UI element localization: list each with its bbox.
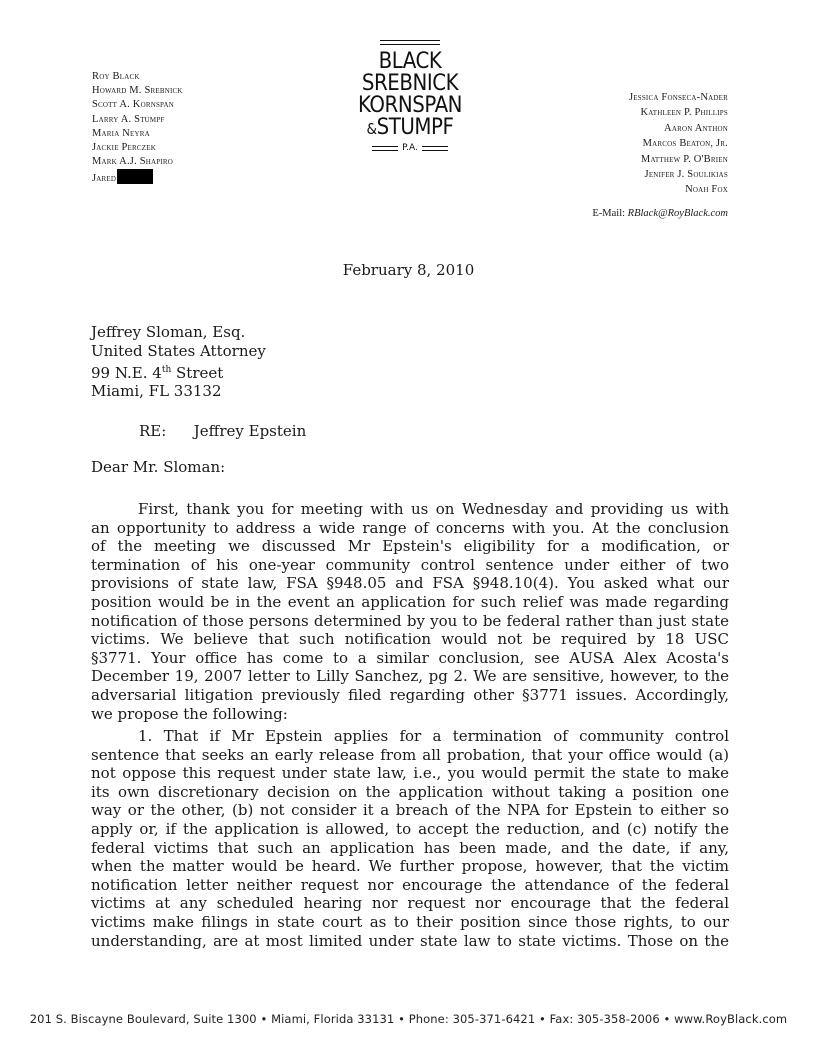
paragraph-line: when the matter would be heard. We further propose, however, that the victim [91, 857, 729, 876]
logo-rule-left [372, 146, 398, 151]
email-line [540, 208, 728, 219]
paragraph-line: not oppose this request under state law, i.e., you would permit the state to make [91, 764, 729, 783]
paragraph-line: First, thank you for meeting with us on Wednesday and providing us with [138, 500, 729, 518]
paragraph-line: of the meeting we discussed Mr Epstein's eligibility for a modification, or [91, 537, 729, 556]
attorney-name: Jared [92, 173, 117, 185]
paragraph-line: understanding, are at most limited under state law to state victims. Those on the [91, 931, 729, 950]
paragraph-line: victims make filings in state court as to their position since those rights, to our [91, 912, 729, 931]
salutation: Dear Mr. Sloman: [91, 458, 226, 476]
attorney-name: Jessica Fonseca-Nader [628, 92, 728, 103]
recipient-name: Jeffrey Sloman, Esq. [91, 323, 246, 341]
paragraph-line: December 19, 2007 letter to Lilly Sanchez, pg 2. We are sensitive, however, to the [91, 667, 729, 686]
attorney-name-redacted-row [92, 169, 312, 186]
attorney-name: Aaron Anthon [664, 122, 728, 134]
attorney-name: Jenifer J. Soulikias [644, 169, 728, 181]
attorney-name: Howard M. Srebnick [92, 85, 183, 97]
paragraph-line: termination of his one-year community control sentence under either of two [91, 555, 729, 574]
firm-logo [330, 40, 490, 153]
paragraph-line: §3771. Your office has come to a similar conclusion, see AUSA Alex Acosta's [91, 648, 729, 667]
logo-line-kornspan: KORNSPAN [357, 93, 463, 118]
attorney-name: Larry A. Stumpf [92, 113, 165, 125]
paragraph-line: victims at any scheduled hearing nor request nor encourage that the federal [91, 894, 729, 913]
attorney-name: Noah Fox [685, 184, 728, 196]
attorney-name: Matthew P. O'Brien [640, 153, 728, 165]
attorney-name: Roy Black [92, 71, 140, 82]
body-paragraph-1 [91, 500, 729, 723]
logo-line-srebnick: SREBNICK [361, 71, 459, 96]
re-line [139, 422, 306, 440]
paragraph-line: position would be in the event an application for such relief was made regarding [91, 592, 729, 611]
email-address[interactable]: RBlack@RoyBlack.com [627, 208, 728, 219]
letterhead-footer: 201 S. Biscayne Boulevard, Suite 1300 • Miami, Florida 33131 • Phone: 305-371-6421 • Fax: 305-358-2006 • www.RoyBlack.com [29, 1012, 788, 1026]
paragraph-line: victims. We believe that such notification would not be required by 18 USC [91, 630, 729, 649]
paragraph-line: federal victims that such an application has been made, and the date, if any, [91, 838, 729, 857]
recipient-street: 99 N.E. 4th Street [91, 363, 224, 382]
letter-date: February 8, 2010 [342, 261, 475, 279]
logo-top-rule [380, 40, 440, 45]
attorney-name: Maria Neyra [92, 127, 150, 139]
attorney-name: Mark A.J. Shapiro [92, 156, 174, 168]
paragraph-line: provisions of state law, FSA §948.05 and FSA §948.10(4). You asked what our [91, 574, 729, 593]
paragraph-line: way or the other, (b) not consider it a breach of the NPA for Epstein to either so [91, 801, 729, 820]
paragraph-line: we propose the following: [91, 704, 288, 723]
email-label: E-Mail: [592, 208, 626, 219]
logo-line-stumpf: &STUMPF [366, 115, 454, 140]
re-label: RE: [139, 422, 167, 440]
paragraph-line: an opportunity to address a wide range of concerns with you. At the conclusion [91, 518, 729, 537]
paragraph-line: apply or, if the application is allowed, to accept the reduction, and (c) notify the [91, 819, 729, 838]
logo-pa [330, 143, 490, 153]
paragraph-line: sentence that seeks an early release from all probation, that your office would (a) [91, 745, 729, 764]
paragraph-line: its own discretionary decision on the application without taking a position one [91, 782, 729, 801]
attorney-name: Scott A. Kornspan [92, 99, 175, 111]
attorney-list-right [540, 90, 728, 198]
paragraph-line: 1. That if Mr Epstein applies for a termination of community control [138, 727, 729, 745]
paragraph-line: notification letter neither request nor encourage the attendance of the federal [91, 875, 729, 894]
attorney-list-left [92, 70, 312, 187]
recipient-title: United States Attorney [91, 341, 266, 360]
paragraph-line: notification of those persons determined by you to be federal rather than just state [91, 611, 729, 630]
attorney-name: Marcos Beaton, Jr. [642, 138, 728, 150]
re-subject: Jeffrey Epstein [193, 422, 307, 440]
logo-rule-right [422, 146, 448, 151]
logo-line-black: BLACK [378, 49, 442, 74]
body-paragraph-2 [91, 727, 729, 950]
attorney-name: Jackie Perczek [92, 142, 156, 154]
logo-suffix: P.A. [402, 143, 418, 153]
recipient-address [91, 323, 266, 401]
attorney-name: Kathleen P. Phillips [640, 107, 728, 119]
paragraph-line: adversarial litigation previously filed regarding other §3771 issues. Accordingly, [91, 685, 729, 704]
redaction-box [117, 169, 153, 184]
logo-ampersand: & [366, 120, 377, 138]
recipient-city: Miami, FL 33132 [91, 382, 222, 401]
